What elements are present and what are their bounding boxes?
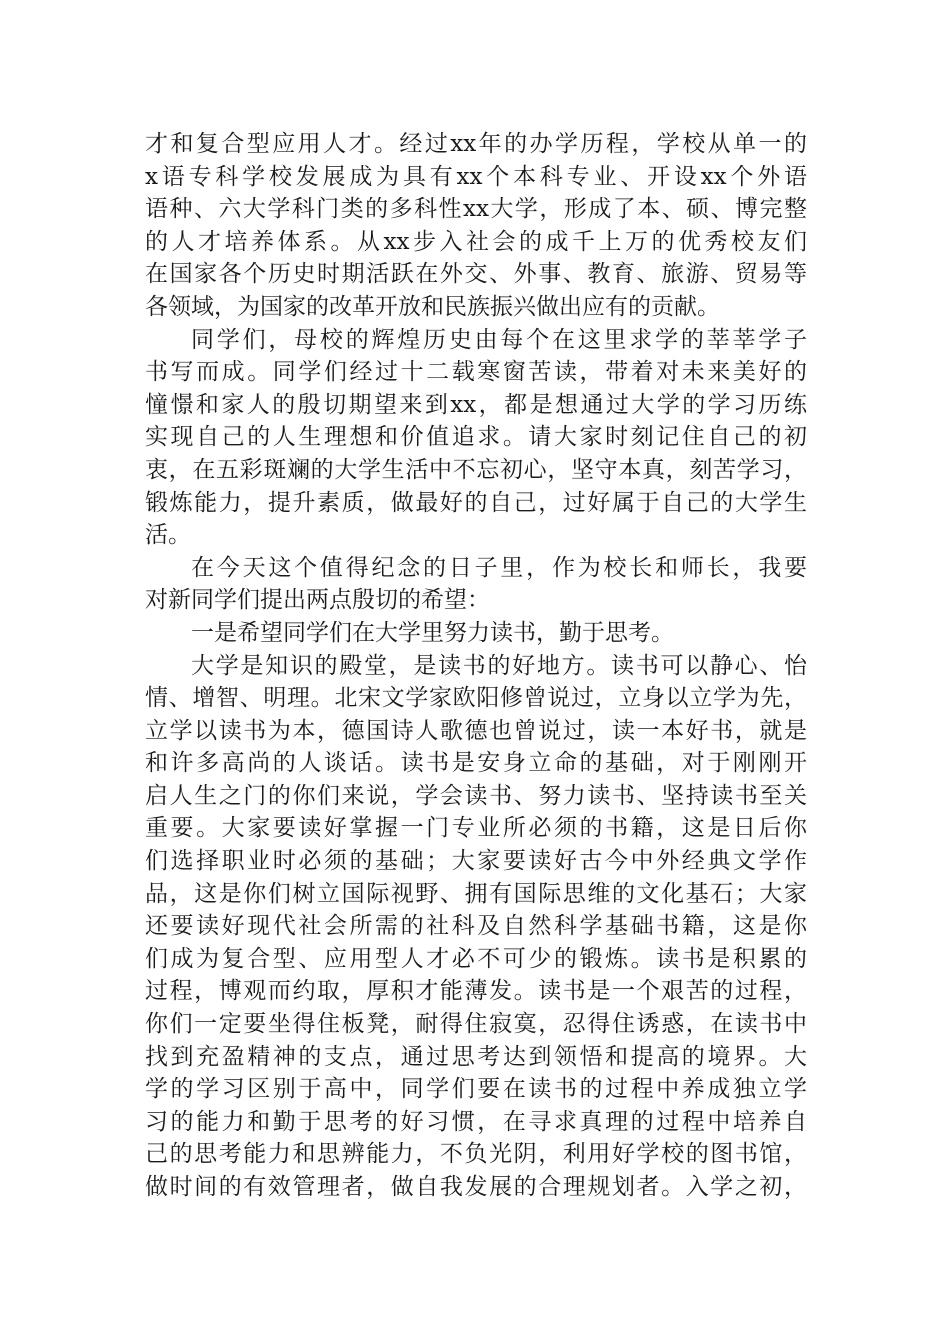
text-line: 书写而成。同学们经过十二载寒窗苦读，带着对未来美好的 [145, 359, 807, 386]
text-line: 在今天这个值得纪念的日子里，作为校长和师长，我要 [191, 554, 807, 581]
text-line: 和许多高尚的人谈话。读书是安身立命的基础，对于刚刚开 [145, 750, 807, 777]
text-line: 情、增智、明理。北宋文学家欧阳修曾说过，立身以立学为先， [145, 685, 807, 712]
text-line: x语专科学校发展成为具有xx个本科专业、开设xx个外语 [145, 163, 807, 190]
text-line: 们选择职业时必须的基础；大家要读好古今中外经典文学作 [145, 848, 807, 875]
text-line: 过程，博观而约取，厚积才能薄发。读书是一个艰苦的过程， [145, 978, 807, 1005]
text-line: 憧憬和家人的殷切期望来到xx，都是想通过大学的学习历练 [145, 391, 807, 418]
text-line: 同学们，母校的辉煌历史由每个在这里求学的莘莘学子 [191, 326, 807, 353]
text-line: 还要读好现代社会所需的社科及自然科学基础书籍，这是你 [145, 913, 807, 940]
text-line: 做时间的有效管理者，做自我发展的合理规划者。入学之初， [145, 1174, 807, 1200]
text-line: 学的学习区别于高中，同学们要在读书的过程中养成独立学 [145, 1076, 807, 1103]
text-line: 锻炼能力，提升素质，做最好的自己，过好属于自己的大学生 [145, 489, 807, 516]
text-line: 重要。大家要读好掌握一门专业所必须的书籍，这是日后你 [145, 815, 807, 842]
text-line: 品，这是你们树立国际视野、拥有国际思维的文化基石；大家 [145, 880, 807, 907]
text-line: 各领域，为国家的改革开放和民族振兴做出应有的贡献。 [145, 293, 720, 320]
text-line: 启人生之门的你们来说，学会读书、努力读书、坚持读书至关 [145, 782, 807, 809]
text-line: 才和复合型应用人才。经过xx年的办学历程，学校从单一的 [145, 131, 807, 157]
text-line: 的人才培养体系。从xx步入社会的成千上万的优秀校友们 [145, 228, 807, 255]
text-line: 语种、六大学科门类的多科性xx大学，形成了本、硕、博完整 [145, 196, 807, 223]
text-line: 对新同学们提出两点殷切的希望： [145, 587, 490, 614]
text-line: 衷，在五彩斑斓的大学生活中不忘初心，坚守本真，刻苦学习， [145, 456, 807, 483]
text-line: 找到充盈精神的支点，通过思考达到领悟和提高的境界。大 [145, 1043, 807, 1070]
text-line: 实现自己的人生理想和价值追求。请大家时刻记住自己的初 [145, 424, 807, 451]
text-line: 活。 [145, 522, 191, 549]
text-line: 们成为复合型、应用型人才必不可少的锻炼。读书是积累的 [145, 945, 807, 972]
text-line: 一是希望同学们在大学里努力读书，勤于思考。 [191, 619, 674, 646]
text-line: 立学以读书为本，德国诗人歌德也曾说过，读一本好书，就是 [145, 717, 807, 744]
document-body [145, 128, 807, 1204]
text-line: 在国家各个历史时期活跃在外交、外事、教育、旅游、贸易等 [145, 261, 807, 288]
text-line: 己的思考能力和思辨能力，不负光阴，利用好学校的图书馆， [145, 1141, 807, 1168]
text-line: 习的能力和勤于思考的好习惯，在寻求真理的过程中培养自 [145, 1108, 807, 1135]
text-line: 大学是知识的殿堂，是读书的好地方。读书可以静心、怡 [191, 652, 807, 679]
text-line: 你们一定要坐得住板凳，耐得住寂寞，忍得住诱惑，在读书中 [145, 1011, 807, 1038]
